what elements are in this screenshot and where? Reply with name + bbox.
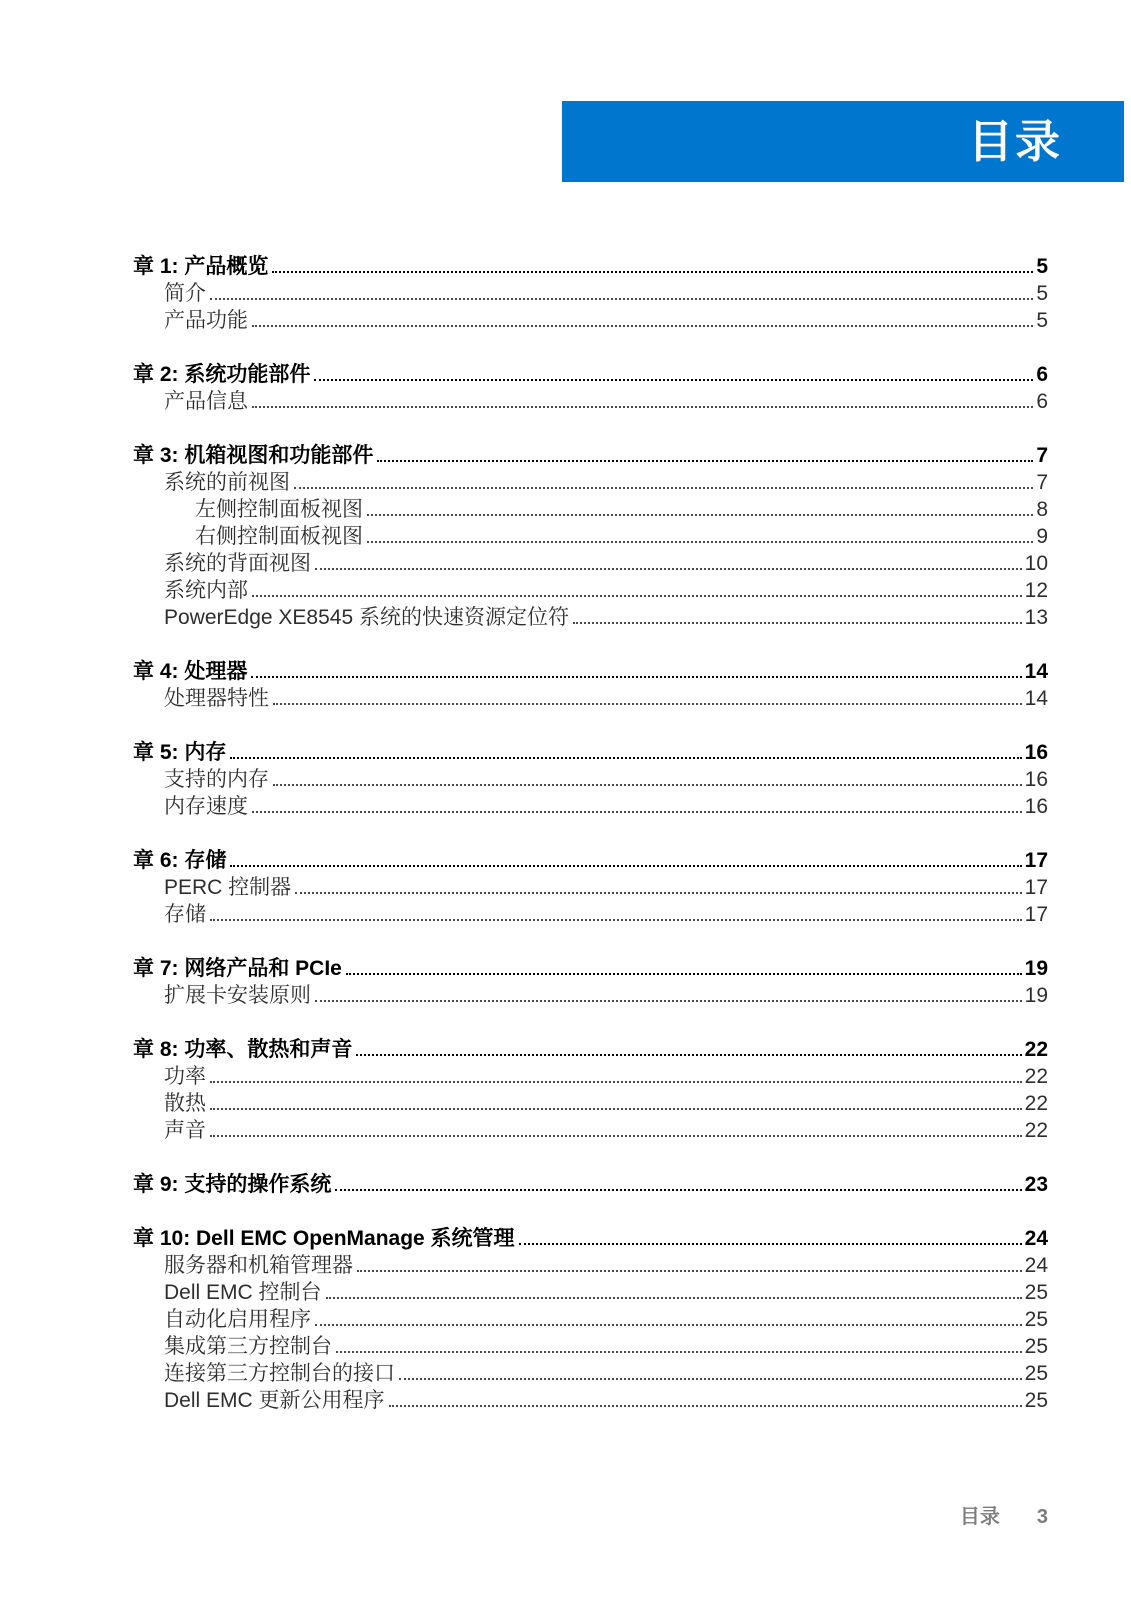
- toc-entry-label: 系统的前视图: [164, 470, 290, 494]
- page-title: 目录: [967, 116, 1062, 167]
- toc-entry[interactable]: [133, 602, 1048, 629]
- toc-entry[interactable]: [133, 1223, 1048, 1250]
- dot-leader: [272, 271, 1033, 273]
- toc-entry-label: 右侧控制面板视图: [195, 524, 363, 548]
- toc-entry-label: PowerEdge XE8545 系统的快速资源定位符: [164, 605, 569, 629]
- toc-entry-label: 章 10: Dell EMC OpenManage 系统管理: [133, 1226, 515, 1250]
- toc-list: [133, 251, 1048, 1439]
- toc-group: [133, 1034, 1048, 1142]
- toc-group: [133, 656, 1048, 710]
- toc-entry-label: 章 4: 处理器: [133, 659, 248, 683]
- dot-leader: [252, 595, 1022, 597]
- toc-entry-page: 17: [1024, 902, 1048, 926]
- toc-entry-page: 19: [1024, 956, 1048, 980]
- toc-entry-label: 章 3: 机箱视图和功能部件: [133, 443, 374, 467]
- toc-group: [133, 845, 1048, 926]
- footer-page-number: 3: [1036, 1506, 1048, 1528]
- toc-banner: [562, 101, 1124, 182]
- toc-entry[interactable]: [133, 548, 1048, 575]
- toc-entry-label: 处理器特性: [164, 686, 269, 710]
- toc-entry-label: 扩展卡安装原则: [164, 983, 311, 1007]
- dot-leader: [326, 1297, 1022, 1299]
- toc-entry-label: 章 2: 系统功能部件: [133, 362, 311, 386]
- toc-entry-page: 19: [1024, 983, 1048, 1007]
- toc-entry[interactable]: [133, 1250, 1048, 1277]
- toc-entry-page: 25: [1024, 1307, 1048, 1331]
- toc-entry-label: Dell EMC 更新公用程序: [164, 1388, 385, 1412]
- dot-leader: [210, 1108, 1022, 1110]
- toc-entry-label: 章 1: 产品概览: [133, 254, 269, 278]
- toc-group: [133, 737, 1048, 818]
- toc-entry-page: 14: [1024, 686, 1048, 710]
- toc-entry[interactable]: [133, 845, 1048, 872]
- toc-entry[interactable]: [133, 1358, 1048, 1385]
- dot-leader: [367, 541, 1033, 543]
- toc-entry-page: 16: [1024, 767, 1048, 791]
- toc-entry-page: 16: [1024, 794, 1048, 818]
- dot-leader: [230, 757, 1021, 759]
- toc-entry-page: 5: [1036, 254, 1048, 278]
- toc-entry-label: 内存速度: [164, 794, 248, 818]
- toc-entry[interactable]: [133, 305, 1048, 332]
- dot-leader: [315, 1324, 1022, 1326]
- toc-entry-page: 10: [1024, 551, 1048, 575]
- toc-entry-label: 系统内部: [164, 578, 248, 602]
- toc-entry-label: 产品功能: [164, 308, 248, 332]
- toc-entry-page: 14: [1024, 659, 1048, 683]
- toc-group: [133, 1169, 1048, 1196]
- dot-leader: [294, 487, 1033, 489]
- dot-leader: [210, 919, 1022, 921]
- toc-entry-label: 章 8: 功率、散热和声音: [133, 1037, 353, 1061]
- toc-entry[interactable]: [133, 953, 1048, 980]
- toc-entry-page: 24: [1024, 1226, 1048, 1250]
- toc-entry-label: 自动化启用程序: [164, 1307, 311, 1331]
- dot-leader: [367, 514, 1033, 516]
- dot-leader: [346, 973, 1022, 975]
- toc-entry-label: PERC 控制器: [164, 875, 292, 899]
- dot-leader: [389, 1405, 1022, 1407]
- dot-leader: [210, 1135, 1022, 1137]
- toc-entry-label: 章 6: 存储: [133, 848, 227, 872]
- toc-group: [133, 359, 1048, 413]
- toc-entry-label: 服务器和机箱管理器: [164, 1253, 353, 1277]
- dot-leader: [335, 1189, 1021, 1191]
- toc-entry-page: 5: [1036, 308, 1048, 332]
- dot-leader: [210, 1081, 1022, 1083]
- toc-entry-page: 17: [1024, 875, 1048, 899]
- toc-entry-page: 16: [1024, 740, 1048, 764]
- toc-entry[interactable]: [133, 1034, 1048, 1061]
- dot-leader: [252, 811, 1022, 813]
- toc-entry-label: 散热: [164, 1091, 206, 1115]
- toc-entry[interactable]: [133, 1385, 1048, 1412]
- dot-leader: [377, 460, 1033, 462]
- toc-entry-label: Dell EMC 控制台: [164, 1280, 322, 1304]
- toc-entry[interactable]: [133, 872, 1048, 899]
- toc-group: [133, 251, 1048, 332]
- dot-leader: [210, 298, 1033, 300]
- toc-entry-page: 22: [1024, 1064, 1048, 1088]
- toc-entry[interactable]: [133, 791, 1048, 818]
- toc-entry[interactable]: [133, 764, 1048, 791]
- dot-leader: [295, 892, 1021, 894]
- dot-leader: [315, 1000, 1022, 1002]
- toc-entry-label: 章 5: 内存: [133, 740, 227, 764]
- dot-leader: [230, 865, 1021, 867]
- toc-entry[interactable]: [133, 737, 1048, 764]
- toc-entry-page: 6: [1036, 389, 1048, 413]
- dot-leader: [252, 406, 1033, 408]
- toc-group: [133, 440, 1048, 629]
- toc-entry-label: 章 9: 支持的操作系统: [133, 1172, 332, 1196]
- dot-leader: [519, 1243, 1022, 1245]
- toc-group: [133, 953, 1048, 1007]
- dot-leader: [336, 1351, 1022, 1353]
- toc-entry[interactable]: [133, 278, 1048, 305]
- toc-entry-label: 声音: [164, 1118, 206, 1142]
- toc-entry[interactable]: [133, 1169, 1048, 1196]
- toc-entry[interactable]: [133, 1331, 1048, 1358]
- toc-entry[interactable]: [133, 386, 1048, 413]
- toc-entry-page: 22: [1024, 1037, 1048, 1061]
- dot-leader: [399, 1378, 1022, 1380]
- toc-entry-label: 功率: [164, 1064, 206, 1088]
- toc-entry-label: 系统的背面视图: [164, 551, 311, 575]
- toc-entry-page: 22: [1024, 1118, 1048, 1142]
- toc-entry[interactable]: [133, 251, 1048, 278]
- dot-leader: [573, 622, 1022, 624]
- toc-entry[interactable]: [133, 467, 1048, 494]
- toc-entry-page: 25: [1024, 1361, 1048, 1385]
- dot-leader: [251, 676, 1021, 678]
- toc-entry-page: 24: [1024, 1253, 1048, 1277]
- toc-entry[interactable]: [133, 359, 1048, 386]
- toc-entry-page: 8: [1036, 497, 1048, 521]
- dot-leader: [356, 1054, 1021, 1056]
- toc-entry-label: 集成第三方控制台: [164, 1334, 332, 1358]
- toc-entry-label: 支持的内存: [164, 767, 269, 791]
- toc-entry-label: 产品信息: [164, 389, 248, 413]
- toc-entry-label: 章 7: 网络产品和 PCIe: [133, 956, 342, 980]
- toc-entry[interactable]: [133, 1304, 1048, 1331]
- toc-entry-page: 22: [1024, 1091, 1048, 1115]
- toc-entry-label: 存储: [164, 902, 206, 926]
- toc-entry[interactable]: [133, 1061, 1048, 1088]
- toc-entry-page: 17: [1024, 848, 1048, 872]
- dot-leader: [357, 1270, 1022, 1272]
- dot-leader: [273, 784, 1022, 786]
- dot-leader: [315, 568, 1022, 570]
- toc-entry-label: 连接第三方控制台的接口: [164, 1361, 395, 1385]
- dot-leader: [314, 379, 1033, 381]
- toc-entry[interactable]: [133, 656, 1048, 683]
- toc-entry-page: 12: [1024, 578, 1048, 602]
- toc-entry-page: 25: [1024, 1388, 1048, 1412]
- toc-entry-page: 25: [1024, 1334, 1048, 1358]
- toc-entry[interactable]: [133, 1277, 1048, 1304]
- toc-entry-page: 25: [1024, 1280, 1048, 1304]
- toc-entry[interactable]: [133, 440, 1048, 467]
- toc-entry[interactable]: [133, 1088, 1048, 1115]
- toc-entry-page: 9: [1036, 524, 1048, 548]
- toc-entry[interactable]: [133, 1115, 1048, 1142]
- toc-entry-label: 左侧控制面板视图: [195, 497, 363, 521]
- dot-leader: [252, 325, 1033, 327]
- toc-entry-page: 6: [1036, 362, 1048, 386]
- toc-entry-page: 5: [1036, 281, 1048, 305]
- toc-group: [133, 1223, 1048, 1412]
- toc-entry[interactable]: [133, 980, 1048, 1007]
- toc-entry[interactable]: [133, 683, 1048, 710]
- page-footer: [0, 1500, 1048, 1529]
- toc-entry-page: 7: [1036, 443, 1048, 467]
- toc-entry-page: 23: [1024, 1172, 1048, 1196]
- toc-entry[interactable]: [133, 521, 1048, 548]
- toc-entry[interactable]: [133, 575, 1048, 602]
- dot-leader: [273, 703, 1022, 705]
- toc-entry-page: 7: [1036, 470, 1048, 494]
- toc-entry-page: 13: [1024, 605, 1048, 629]
- toc-entry[interactable]: [133, 494, 1048, 521]
- toc-entry[interactable]: [133, 899, 1048, 926]
- toc-entry-label: 简介: [164, 281, 206, 305]
- footer-section-label: 目录: [959, 1506, 1000, 1528]
